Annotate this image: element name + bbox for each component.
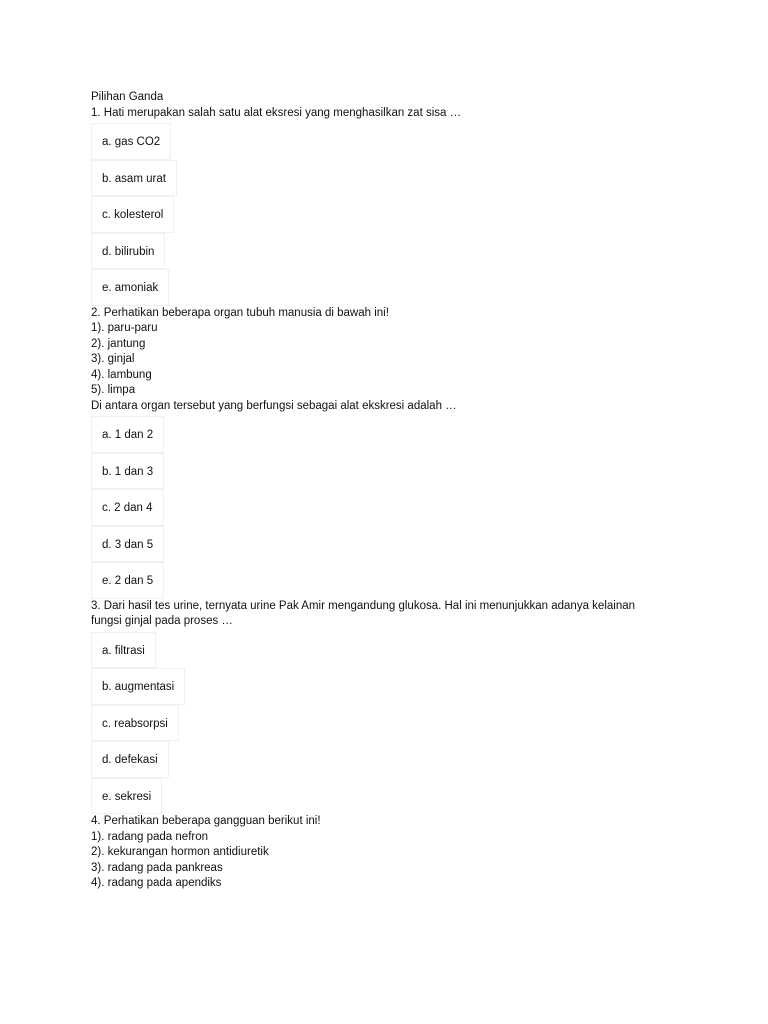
option-e[interactable]: e. amoniak [91, 269, 169, 306]
question-text: 3. Dari hasil tes urine, ternyata urine Pak Amir mengandung glukosa. Hal ini menunjukkan adanya kelainan fungsi ginjal pada proses … [91, 599, 636, 627]
list-item: 2). jantung [91, 337, 146, 350]
option-c[interactable]: c. reabsorpsi [91, 705, 179, 742]
question-3 [91, 599, 691, 815]
option-b[interactable]: b. augmentasi [91, 668, 185, 705]
option-b[interactable]: b. 1 dan 3 [91, 453, 164, 490]
option-a[interactable]: a. 1 dan 2 [91, 416, 164, 453]
section-heading: Pilihan Ganda [91, 91, 164, 103]
list-item: 3). ginjal [91, 353, 135, 365]
option-d[interactable]: d. bilirubin [91, 233, 165, 270]
answer-options [91, 123, 691, 306]
list-item: 5). limpa [91, 384, 136, 396]
quiz-page [91, 90, 691, 892]
question-4 [91, 814, 691, 892]
option-d[interactable]: d. 3 dan 5 [91, 526, 164, 563]
list-item: 2). kekurangan hormon antidiuretik [91, 846, 269, 858]
question-1 [91, 106, 691, 306]
option-e[interactable]: e. sekresi [91, 778, 162, 815]
question-text: 4. Perhatikan beberapa gangguan berikut ini! [91, 815, 321, 827]
question-text: 1. Hati merupakan salah satu alat eksresi yang menghasilkan zat sisa … [91, 106, 462, 119]
option-a[interactable]: a. filtrasi [91, 632, 156, 669]
question-text: 2. Perhatikan beberapa organ tubuh manusia di bawah ini! [91, 306, 389, 319]
option-b[interactable]: b. asam urat [91, 160, 177, 197]
answer-options [91, 416, 691, 599]
option-c[interactable]: c. 2 dan 4 [91, 489, 164, 526]
list-item: 4). radang pada apendiks [91, 877, 222, 889]
option-d[interactable]: d. defekasi [91, 741, 169, 778]
list-item: 1). radang pada nefron [91, 830, 209, 843]
question-prompt: Di antara organ tersebut yang berfungsi sebagai alat ekskresi adalah … [91, 399, 457, 412]
list-item: 4). lambung [91, 368, 152, 381]
option-c[interactable]: c. kolesterol [91, 196, 174, 233]
question-2 [91, 306, 691, 599]
list-item: 3). radang pada pankreas [91, 861, 223, 874]
option-a[interactable]: a. gas CO2 [91, 123, 171, 160]
list-item: 1). paru-paru [91, 322, 158, 334]
answer-options [91, 632, 691, 815]
option-e[interactable]: e. 2 dan 5 [91, 562, 164, 599]
